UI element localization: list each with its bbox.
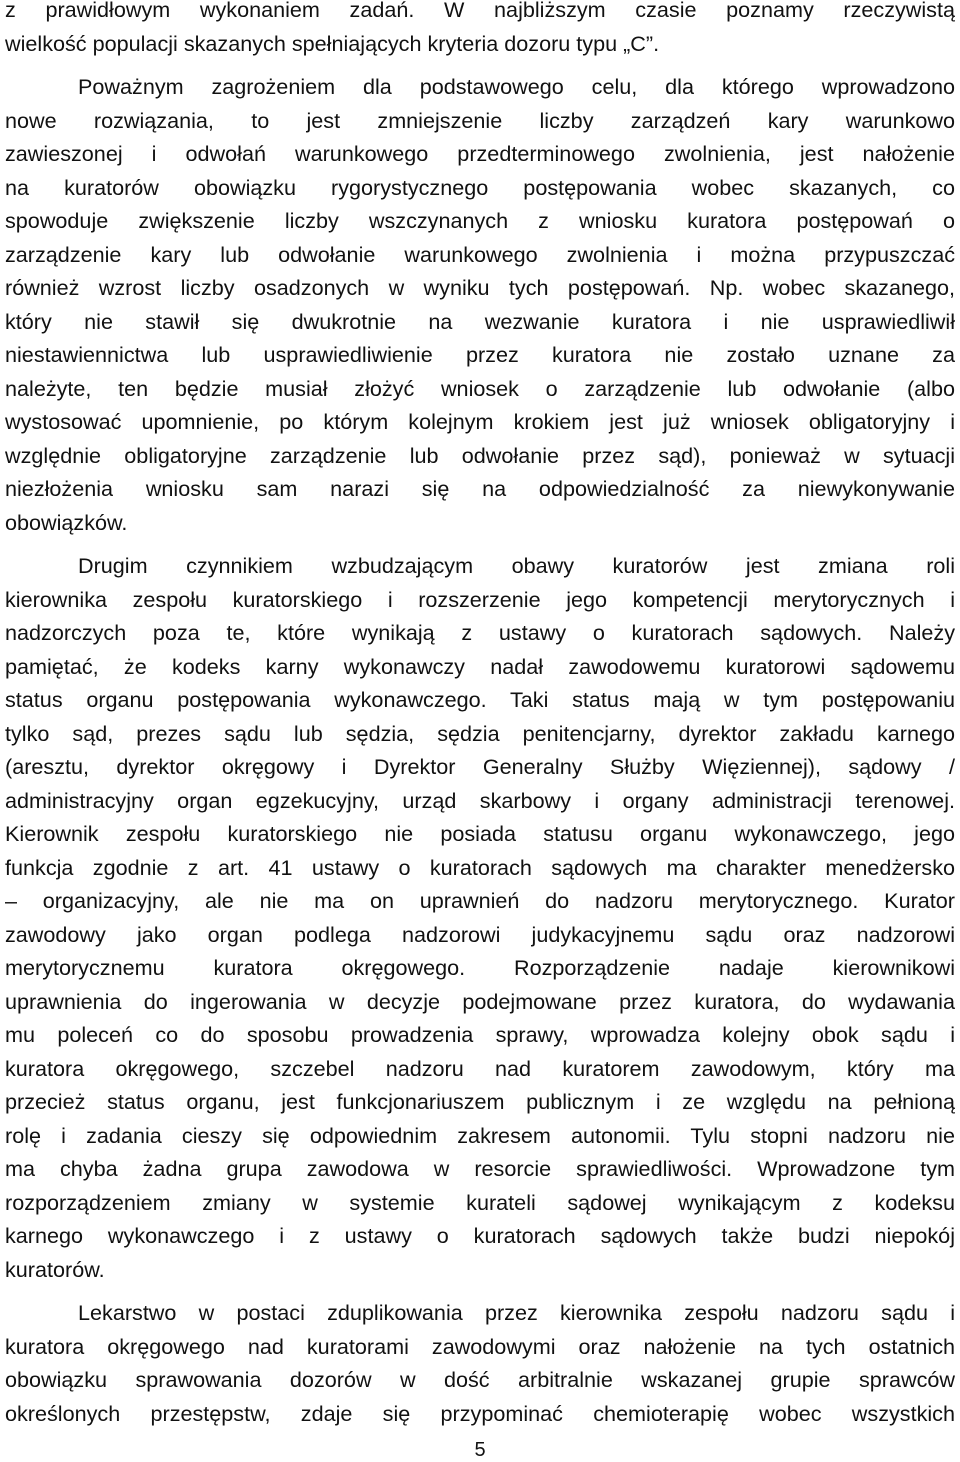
text-line: nowe rozwiązania, to jest zmniejszenie liczby zarządzeń kary warunkowo	[5, 107, 955, 133]
text-line: Kierownik zespołu kuratorskiego nie posiada statusu organu wykonawczego, jego	[5, 821, 955, 846]
text-line: zawodowy jako organ podlega nadzorowi judykacyjnemu sądu oraz nadzorowi	[5, 921, 955, 947]
text-line: funkcja zgodnie z art. 41 ustawy o kuratorach sądowych ma charakter menedżersko	[5, 854, 955, 880]
text-line: pamiętać, że kodeks karny wykonawczy nadał zawodowemu kuratorowi sądowemu	[5, 653, 955, 679]
text-line: rozporządzeniem zmiany w systemie kurateli sądowej wynikającym z kodeksu	[5, 1189, 955, 1215]
text-line: spowoduje zwiększenie liczby wszczynanych z wniosku kuratora postępowań o	[5, 208, 955, 233]
text-line: względnie obligatoryjne zarządzenie lub odwołanie przez sąd), ponieważ w sytuacji	[5, 442, 955, 468]
text-line: mu poleceń co do sposobu prowadzenia sprawy, wprowadza kolejny obok sądu i	[5, 1022, 955, 1047]
text-line: kuratorów.	[5, 1256, 105, 1282]
text-line: Drugim czynnikiem wzbudzającym obawy kuratorów jest zmiana roli	[78, 553, 955, 578]
text-line: zawieszonej i odwołań warunkowego przedterminowego zwolnienia, jest nałożenie	[5, 141, 955, 166]
text-line: kuratora okręgowego, szczebel nadzoru nad kuratorem zawodowym, który ma	[5, 1055, 955, 1081]
paragraph	[5, 1296, 955, 1430]
text-line: (aresztu, dyrektor okręgowy i Dyrektor Generalny Służby Więziennej), sądowy /	[5, 754, 955, 779]
text-line: na kuratorów obowiązku rygorystycznego postępowania wobec skazanych, co	[5, 174, 955, 200]
text-line: kierownika zespołu kuratorskiego i rozszerzenie jego kompetencji merytorycznych i	[5, 586, 955, 612]
text-line: tylko sąd, prezes sądu lub sędzia, sędzia penitencjarny, dyrektor zakładu karnego	[5, 720, 955, 746]
text-line: Lekarstwo w postaci zduplikowania przez kierownika zespołu nadzoru sądu i	[78, 1300, 955, 1325]
paragraph	[5, 70, 955, 539]
text-line: przecież status organu, jest funkcjonariuszem publicznym i ze względu na pełnioną	[5, 1089, 955, 1114]
text-line: status organu postępowania wykonawczego. Taki status mają w tym postępowaniu	[5, 687, 955, 712]
text-line: administracyjny organ egzekucyjny, urząd skarbowy i organy administracji terenowej.	[5, 787, 955, 813]
text-line: rolę i zadania cieszy się odpowiednim zakresem autonomii. Tylu stopni nadzoru nie	[5, 1122, 955, 1148]
page-number: 5	[474, 1439, 486, 1461]
text-line: merytorycznemu kuratora okręgowego. Rozporządzenie nadaje kierownikowi	[5, 955, 955, 980]
document-body	[5, 0, 955, 1430]
text-line: również wzrost liczby osadzonych w wyniku tych postępowań. Np. wobec skazanego,	[5, 275, 955, 300]
text-line: wystosować upomnienie, po którym kolejnym krokiem jest już wniosek obligatoryjny i	[5, 409, 955, 434]
text-line: określonych przestępstw, zdaje się przypominać chemioterapię wobec wszystkich	[5, 1400, 955, 1426]
text-line: Poważnym zagrożeniem dla podstawowego celu, dla którego wprowadzono	[78, 74, 955, 99]
text-line: obowiązków.	[5, 509, 128, 535]
text-line: karnego wykonawczego i z ustawy o kuratorach sądowych także budzi niepokój	[5, 1223, 955, 1248]
text-line: wielkość populacji skazanych spełniających kryteria dozoru typu „C”.	[5, 30, 660, 56]
paragraph	[5, 549, 955, 1286]
text-line: z prawidłowym wykonaniem zadań. W najbliższym czasie poznamy rzeczywistą	[5, 0, 955, 22]
text-line: niestawiennictwa lub usprawiedliwienie przez kuratora nie zostało uznane za	[5, 342, 955, 367]
text-line: ma chyba żadna grupa zawodowa w resorcie sprawiedliwości. Wprowadzone tym	[5, 1156, 955, 1181]
text-line: kuratora okręgowego nad kuratorami zawodowymi oraz nałożenie na tych ostatnich	[5, 1333, 955, 1359]
text-line: należyte, ten będzie musiał złożyć wniosek o zarządzenie lub odwołanie (albo	[5, 375, 955, 401]
text-line: który nie stawił się dwukrotnie na wezwanie kuratora i nie usprawiedliwił	[5, 308, 955, 334]
text-line: obowiązku sprawowania dozorów w dość arbitralnie wskazanej grupie sprawców	[5, 1367, 955, 1392]
text-line: uprawnienia do ingerowania w decyzje podejmowane przez kuratora, do wydawania	[5, 988, 955, 1014]
text-line: – organizacyjny, ale nie ma on uprawnień do nadzoru merytorycznego. Kurator	[5, 888, 955, 913]
text-line: zarządzenie kary lub odwołanie warunkowego zwolnienia i można przypuszczać	[5, 241, 955, 267]
text-line: nadzorczych poza te, które wynikają z ustawy o kuratorach sądowych. Należy	[5, 620, 955, 645]
text-line: niezłożenia wniosku sam narazi się na odpowiedzialność za niewykonywanie	[5, 476, 955, 501]
paragraph	[5, 0, 955, 60]
